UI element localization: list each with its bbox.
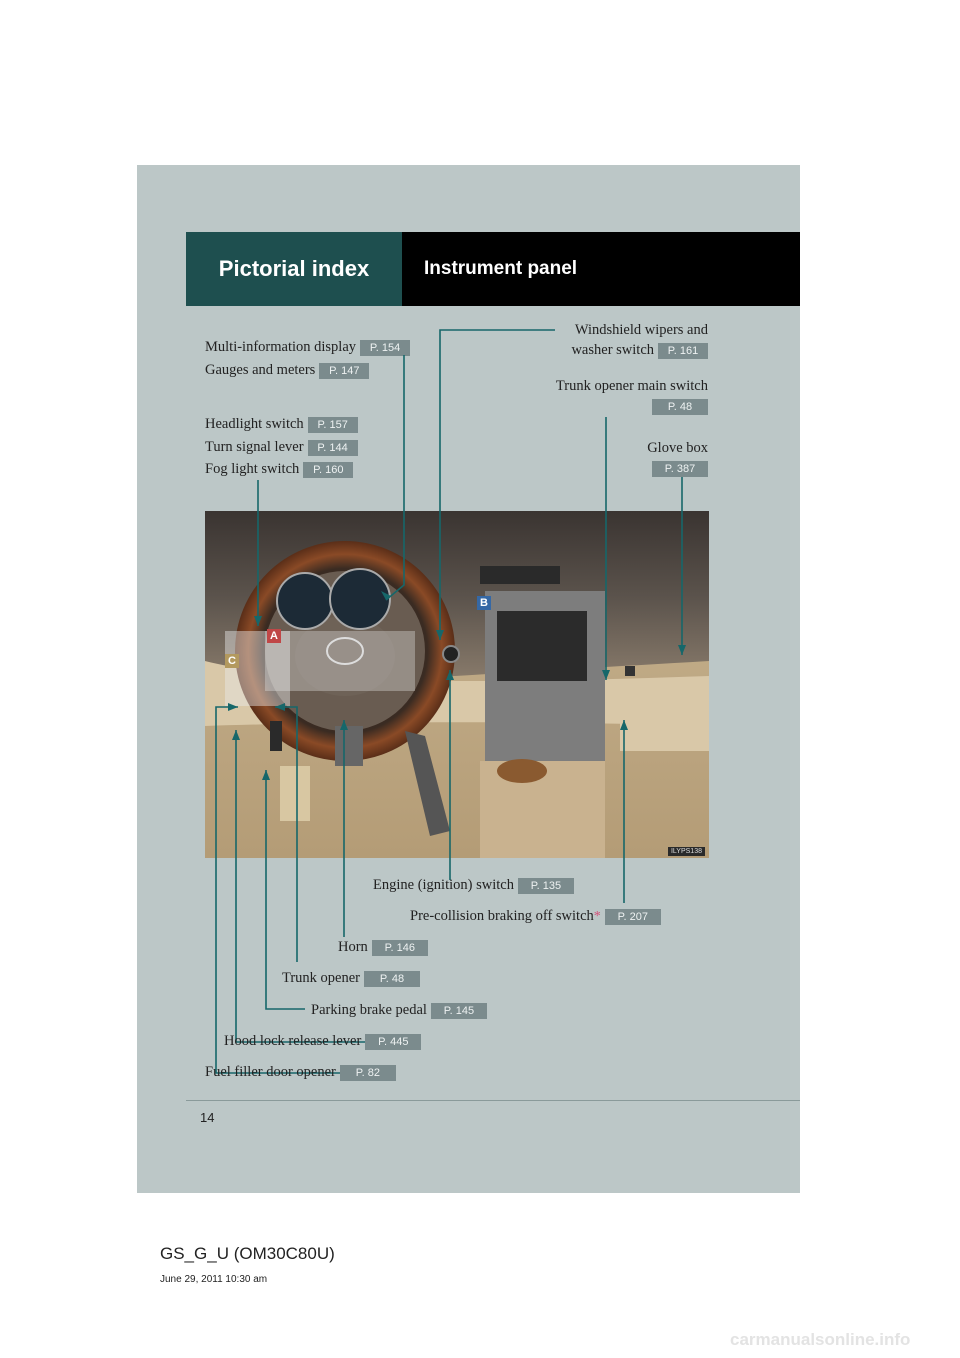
footer-code: GS_G_U (OM30C80U) [160,1244,335,1263]
multi-info-label: Multi-information display P. 154 [205,339,410,356]
glove-box-label: Glove box [647,440,708,456]
fuel-filler-ref[interactable]: P. 82 [340,1065,396,1081]
fuel-filler-label: Fuel filler door opener P. 82 [205,1064,396,1081]
precollision-label: Pre-collision braking off switch* P. 207 [410,908,661,925]
gauges-ref[interactable]: P. 147 [319,363,369,379]
trunk-main-ref[interactable]: P. 48 [652,399,708,415]
horn-label: Horn P. 146 [338,939,428,956]
horn-ref[interactable]: P. 146 [372,940,428,956]
turn-signal-label: Turn signal lever P. 144 [205,439,358,456]
hood-lock-ref[interactable]: P. 445 [365,1034,421,1050]
gauges-label: Gauges and meters P. 147 [205,362,369,379]
glove-box-ref[interactable]: P. 387 [652,461,708,477]
engine-switch-label: Engine (ignition) switch P. 135 [373,877,574,894]
trunk-main-ref-row [648,398,708,415]
wipers-label: washer switch P. 161 [571,342,708,359]
wipers-ref[interactable]: P. 161 [658,343,708,359]
engine-switch-ref[interactable]: P. 135 [518,878,574,894]
precollision-ref[interactable]: P. 207 [605,909,661,925]
parking-brake-ref[interactable]: P. 145 [431,1003,487,1019]
marker-a: A [267,629,281,643]
marker-c: C [225,654,239,668]
section-title: Pictorial index [186,232,402,306]
page-number: 14 [200,1110,215,1125]
turn-signal-ref[interactable]: P. 144 [308,440,358,456]
multi-info-ref[interactable]: P. 154 [360,340,410,356]
asterisk-mark: * [593,909,601,924]
image-code: ILYPS138 [668,847,705,856]
parking-brake-label: Parking brake pedal P. 145 [311,1002,487,1019]
trunk-main-label: Trunk opener main switch [555,378,708,394]
watermark: carmanualsonline.info [730,1330,911,1349]
headlight-label: Headlight switch P. 157 [205,416,358,433]
trunk-opener-label: Trunk opener P. 48 [282,970,420,987]
marker-b: B [477,596,491,610]
hood-lock-label: Hood lock release lever P. 445 [224,1033,421,1050]
glove-box-ref-row [648,460,708,477]
page-title: Instrument panel [402,232,800,306]
footer-date: June 29, 2011 10:30 am [160,1274,268,1285]
headlight-ref[interactable]: P. 157 [308,417,358,433]
fog-light-label: Fog light switch P. 160 [205,461,353,478]
wipers-label-line1: Windshield wipers and [574,322,708,338]
trunk-opener-ref[interactable]: P. 48 [364,971,420,987]
instrument-panel-illustration [205,511,709,858]
fog-light-ref[interactable]: P. 160 [303,462,353,478]
